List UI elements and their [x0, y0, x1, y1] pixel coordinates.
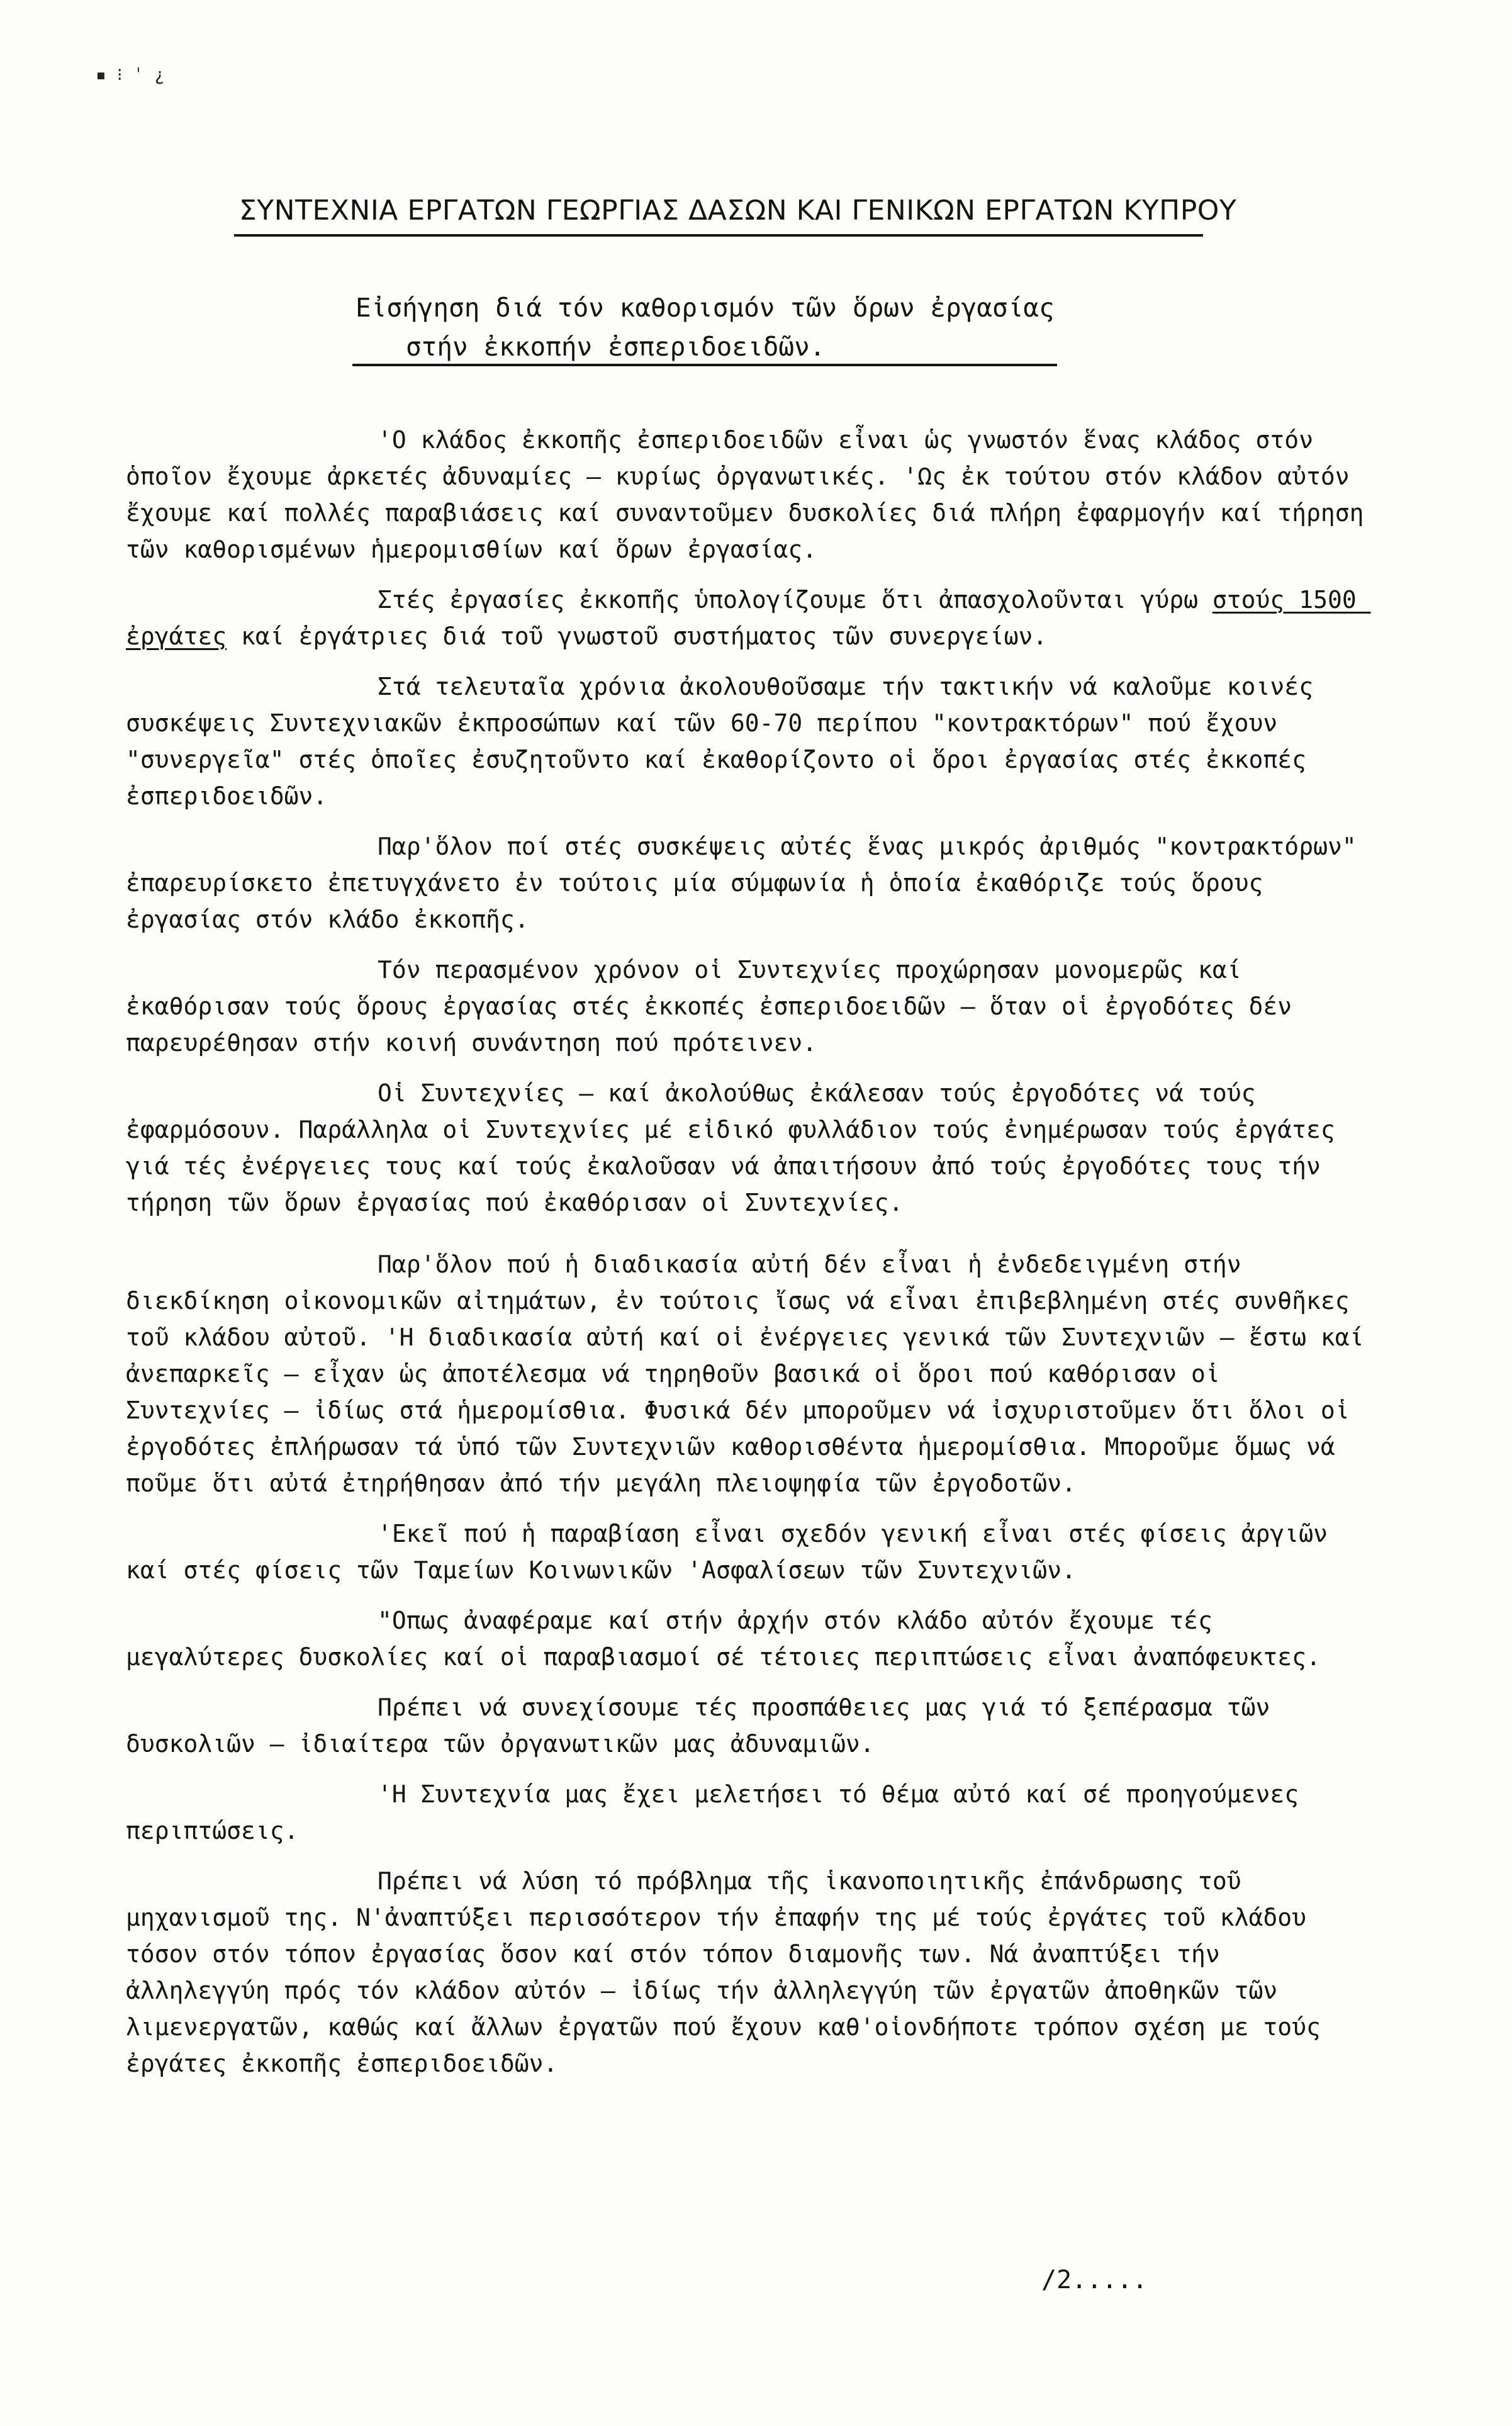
paragraph-12	[126, 1863, 1372, 2082]
paragraph-8	[126, 1515, 1372, 1588]
document-title: ΣΥΝΤΕΧΝΙΑ ΕΡΓΑΤΩΝ ΓΕΩΡΓΙΑΣ ΔΑΣΩΝ ΚΑΙ ΓΕΝΙΚΩΝ ΕΡΓΑΤΩΝ ΚΥΠΡΟΥ	[239, 194, 1237, 227]
paragraph-10	[126, 1689, 1372, 1762]
paragraph-5	[126, 952, 1372, 1061]
subject-line-2: στήν ἐκκοπήν ἐσπεριδοειδῶν.	[406, 332, 826, 362]
scan-marks: ▪ ⁝ ˈ ¿	[96, 64, 165, 85]
paragraph-7	[126, 1246, 1379, 1502]
paragraph-text: Τόν περασμένον χρόνον οἱ Συντεχνίες προχώρησαν μονομερῶς καί ἐκαθόρισαν τούς ὅρους ἐργασίας στές ἐκκοπές ἐσπεριδοειδῶν – ὅταν οἱ ἐργοδότες δέν παρευρέθησαν στήν κοινή συνάντηση πού πρότεινεν.	[126, 956, 1307, 1057]
paragraph-text-before: Στές ἐργασίες ἐκκοπῆς ὑπολογίζουμε ὅτι ἀπασχολοῦνται γύρω	[378, 586, 1212, 614]
paragraph-2	[126, 581, 1372, 654]
paragraph-1	[126, 422, 1379, 568]
paragraph-text: Στά τελευταῖα χρόνια ἀκολουθοῦσαμε τήν τακτικήν νά καλοῦμε κοινές συσκέψεις Συντεχνιακῶν ἐκπροσώπων καί τῶν 60-70 περίπου "κοντρακτόρων" πού ἔχουν "συνεργεῖα" στές ὁποῖες ἐσυζητοῦντο καί ἐκαθορίζοντο οἱ ὅροι ἐργασίας στές ἐκκοπές ἐσπεριδοειδῶν.	[126, 673, 1328, 810]
subject-line-1: Εἰσήγηση διά τόν καθορισμόν τῶν ὅρων ἐργασίας	[356, 293, 1055, 323]
page-continuation-marker: /2.....	[1041, 2266, 1148, 2294]
paragraph-text: Οἱ Συντεχνίες – καί ἀκολούθως ἐκάλεσαν τούς ἐργοδότες νά τούς ἐφαρμόσουν. Παράλληλα οἱ Συντεχνίες μέ εἰδικό φυλλάδιον τούς ἐνημέρωσαν τούς ἐργάτες γιά τές ἐνέργειες τους καί τούς ἐκαλοῦσαν νά ἀπαιτήσουν ἀπό τούς ἐργοδότες τους τήν τήρηση τῶν ὅρων ἐργασίας πού ἐκαθόρισαν οἱ Συντεχνίες.	[126, 1079, 1350, 1216]
paragraph-text-after: καί ἐργάτριες διά τοῦ γνωστοῦ συστήματος τῶν συνεργείων.	[227, 622, 1048, 650]
document-body	[126, 422, 1379, 2096]
paragraph-11	[126, 1776, 1372, 1849]
paragraph-text: Παρ'ὅλον πού ἡ διαδικασία αὐτή δέν εἶναι ἡ ἐνδεδειγμένη στήν διεκδίκηση οἰκονομικῶν αἰτημάτων, ἐν τούτοις ἴσως νά εἶναι ἐπιβεβλημένη στές συνθῆκες τοῦ κλάδου αὐτοῦ. 'Η διαδικασία αὐτή καί οἱ ἐνέργειες γενικά τῶν Συντεχνιῶν – ἔστω καί ἀνεπαρκεῖς – εἶχαν ὡς ἀποτέλεσμα νά τηρηθοῦν βασικά οἱ ὅροι πού καθόρισαν οἱ Συντεχνίες – ἰδίως στά ἡμερομίσθια. Φυσικά δέν μποροῦμεν νά ἰσχυριστοῦμεν ὅτι ὅλοι οἱ ἐργοδότες ἐπλήρωσαν τά ὑπό τῶν Συντεχνιῶν καθορισθέντα ἡμερομίσθια. Μποροῦμε ὅμως νά ποῦμε ὅτι αὐτά ἐτηρήθησαν ἀπό τήν μεγάλη πλειοψηφία τῶν ἐργοδοτῶν.	[126, 1250, 1379, 1497]
paragraph-text: "Οπως ἀναφέραμε καί στήν ἀρχήν στόν κλάδο αὐτόν ἔχουμε τές μεγαλύτερες δυσκολίες καί οἱ παραβιασμοί σέ τέτοιες περιπτώσεις εἶναι ἀναπόφευκτες.	[126, 1607, 1321, 1671]
paragraph-text: 'Η Συντεχνία μας ἔχει μελετήσει τό θέμα αὐτό καί σέ προηγούμενες περιπτώσεις.	[126, 1780, 1314, 1845]
paragraph-4	[126, 828, 1372, 938]
paragraph-text: 'Εκεῖ πού ἡ παραβίαση εἶναι σχεδόν γενική εἶναι στές φίσεις ἀργιῶν καί στές φίσεις τῶν Ταμείων Κοινωνικῶν 'Ασφαλίσεων τῶν Συντεχνιῶν.	[126, 1520, 1342, 1584]
paragraph-3	[126, 668, 1372, 814]
paragraph-text: Πρέπει νά συνεχίσουμε τές προσπάθειες μας γιά τό ξεπέρασμα τῶν δυσκολιῶν – ἰδιαίτερα τῶν ὀργανωτικῶν μας ἀδυναμιῶν.	[126, 1693, 1285, 1758]
paragraph-9	[126, 1602, 1372, 1675]
paragraph-text: Παρ'ὅλον ποί στές συσκέψεις αὐτές ἕνας μικρός ἀριθμός "κοντρακτόρων" ἐπαρευρίσκετο ἐπετυγχάνετο ἐν τούτοις μία σύμφωνία ἡ ὁποία ἐκαθόριζε τούς ὅρους ἐργασίας στόν κλάδο ἐκκοπῆς.	[126, 833, 1371, 933]
subject-heading	[356, 288, 1073, 366]
paragraph-6	[126, 1075, 1372, 1221]
underlined-worker-count: στούς 1500 ἐργάτες	[126, 586, 1371, 650]
paragraph-text: 'Ο κλάδος ἐκκοπῆς ἐσπεριδοειδῶν εἶναι ὡς γνωστόν ἕνας κλάδος στόν ὁποῖον ἔχουμε ἀρκετές ἀδυναμίες – κυρίως ὀργανωτικές. 'Ως ἐκ τούτου στόν κλάδον αὐτόν ἔχουμε καί πολλές παραβιάσεις καί συναντοῦμεν δυσκολίες διά πλήρη ἐφαρμογήν καί τήρηση τῶν καθορισμένων ἡμερομισθίων καί ὅρων ἐργασίας.	[126, 426, 1379, 563]
paragraph-text: Πρέπει νά λύση τό πρόβλημα τῆς ἱκανοποιητικῆς ἐπάνδρωσης τοῦ μηχανισμοῦ της. Ν'ἀναπτύξει περισσότερον τήν ἐπαφήν της μέ τούς ἐργάτες τοῦ κλάδου τόσον στόν τόπον ἐργασίας ὅσον καί στόν τόπον διαμονῆς των. Νά ἀναπτύξει τήν ἀλληλεγγύη πρός τόν κλάδον αὐτόν – ἰδίως τήν ἀλληλεγγύη τῶν ἐργατῶν ἀποθηκῶν τῶν λιμενεργατῶν, καθώς καί ἄλλων ἐργατῶν πού ἔχουν καθ'οἱονδήποτε τρόπον σχέση με τούς ἐργάτες ἐκκοπῆς ἐσπεριδοειδῶν.	[126, 1867, 1335, 2077]
subject-underline	[352, 364, 1057, 366]
title-underline	[234, 234, 1203, 237]
